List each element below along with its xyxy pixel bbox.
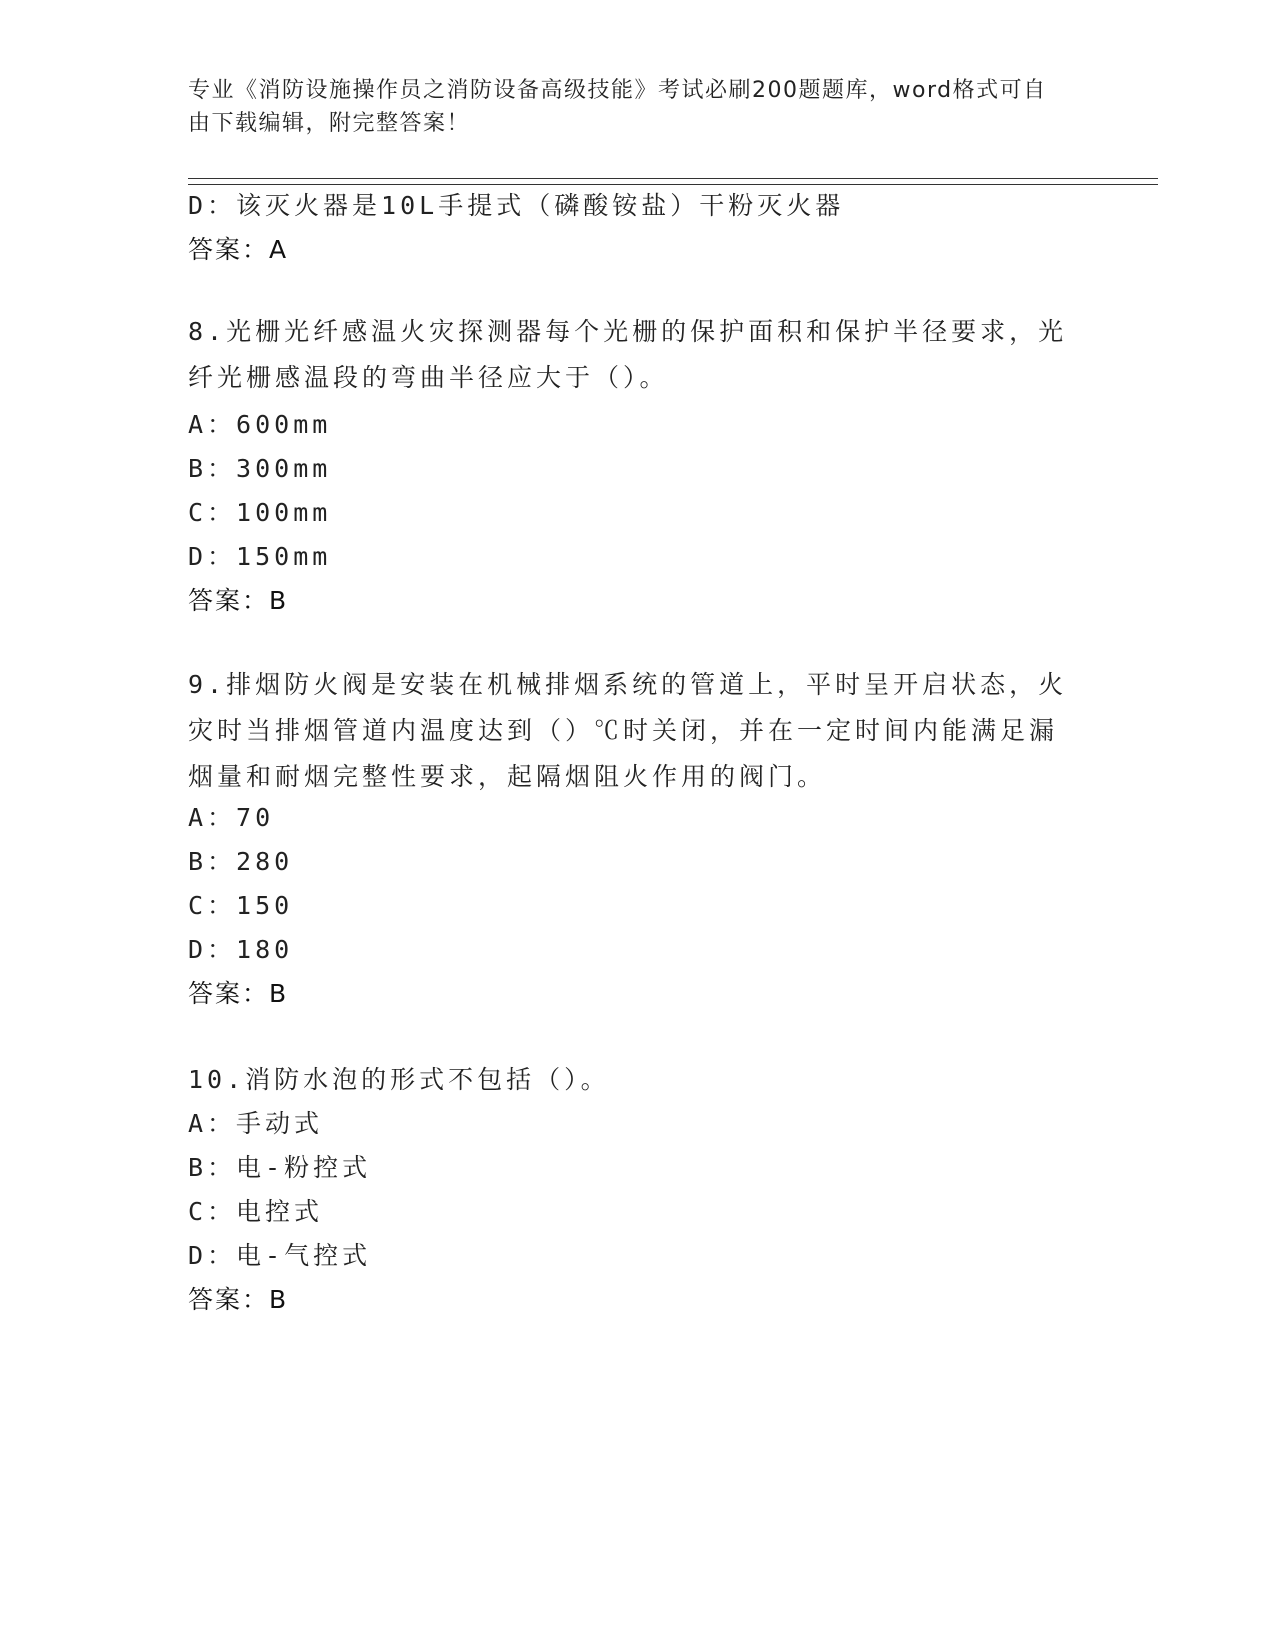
- question-9-option-a: A：70: [188, 803, 275, 832]
- question-8-option-a: A：600mm: [188, 410, 332, 439]
- q7-answer: 答案：A: [188, 235, 289, 264]
- question-9-answer: 答案：B: [188, 979, 289, 1008]
- question-9-option-b: B：280: [188, 847, 294, 876]
- document-header: 专业《消防设施操作员之消防设备高级技能》考试必刷200题题库，word格式可自由下载编辑，附完整答案！: [188, 78, 1047, 136]
- question-8-option-b: B：300mm: [188, 454, 332, 483]
- header-divider-bottom: [188, 184, 1158, 185]
- question-8-option-c: C：100mm: [188, 498, 332, 527]
- question-10-option-c: C：电控式: [188, 1197, 324, 1226]
- question-8-stem: 8.光栅光纤感温火灾探测器每个光栅的保护面积和保护半径要求，光纤光栅感温段的弯曲半径应大于（）。: [188, 317, 1068, 392]
- question-10-option-a: A：手动式: [188, 1109, 324, 1138]
- question-10-option-d: D：电-气控式: [188, 1241, 372, 1270]
- question-10-stem: 10.消防水泡的形式不包括（）。: [188, 1065, 610, 1094]
- question-9-option-c: C：150: [188, 891, 294, 920]
- q7-option-d: D：该灭火器是10L手提式（磷酸铵盐）干粉灭火器: [188, 191, 845, 220]
- question-8-option-d: D：150mm: [188, 542, 332, 571]
- question-8-answer: 答案：B: [188, 586, 289, 615]
- question-9-option-d: D：180: [188, 935, 294, 964]
- question-10-answer: 答案：B: [188, 1285, 289, 1314]
- question-10-option-b: B：电-粉控式: [188, 1153, 372, 1182]
- header-divider-top: [188, 178, 1158, 179]
- question-9-stem: 9.排烟防火阀是安装在机械排烟系统的管道上，平时呈开启状态，火灾时当排烟管道内温度达到（）℃时关闭，并在一定时间内能满足漏烟量和耐烟完整性要求，起隔烟阻火作用的阀门。: [188, 670, 1068, 791]
